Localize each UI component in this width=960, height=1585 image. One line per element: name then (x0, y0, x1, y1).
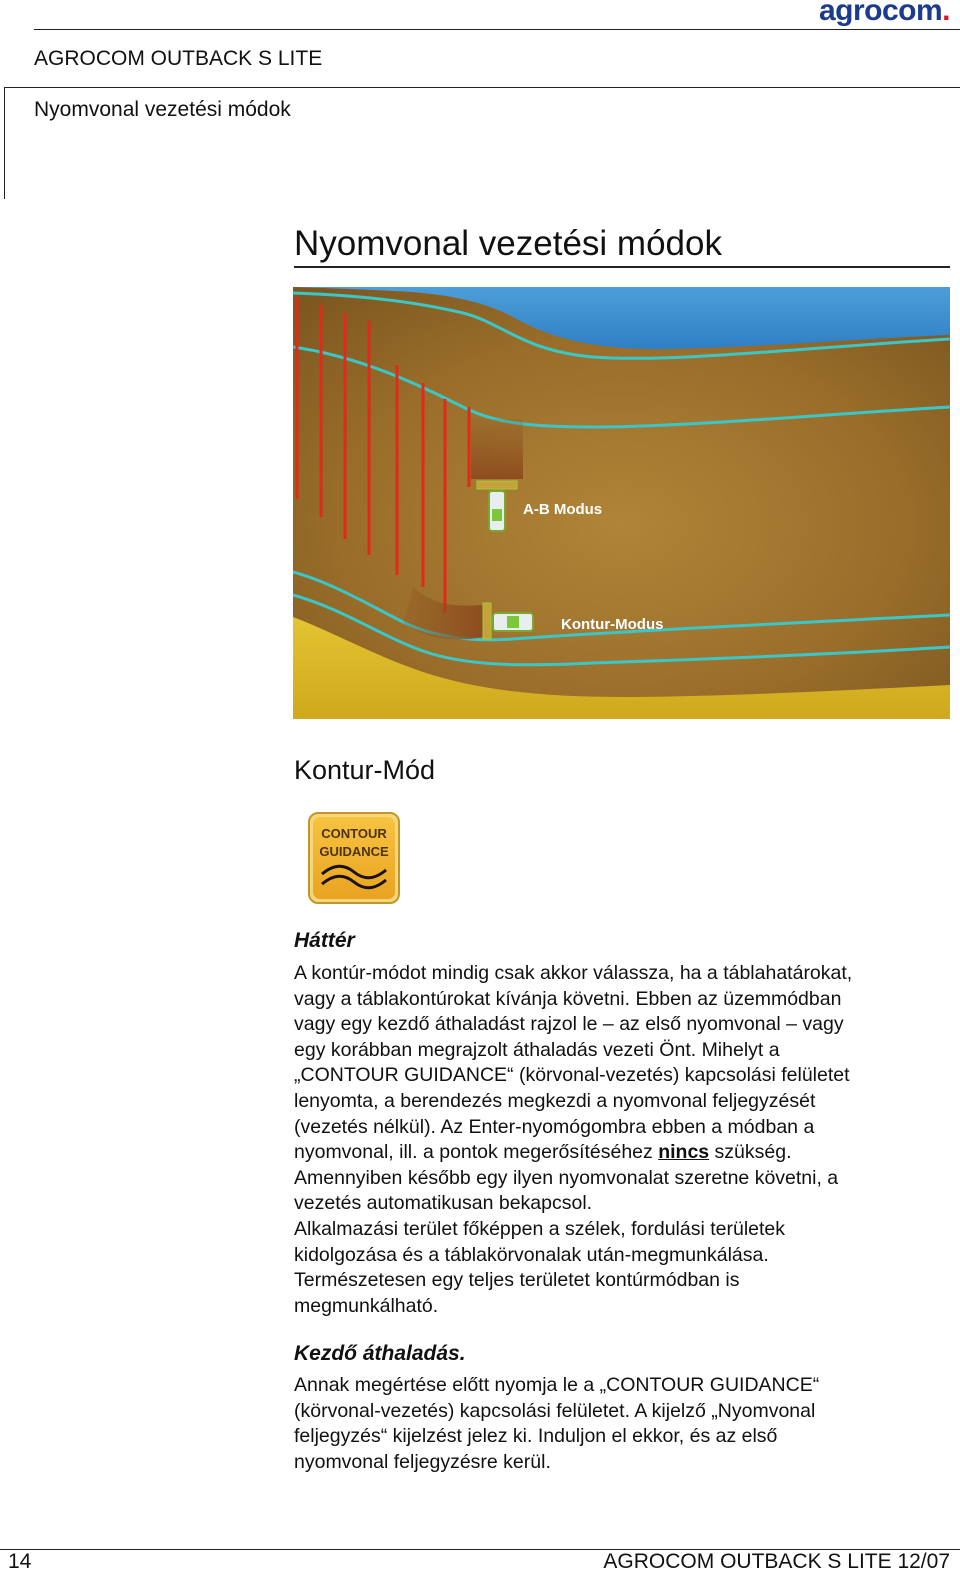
background-line: Amennyiben később egy ilyen nyomvonalat szeretne követni, a (294, 1166, 839, 1189)
start-pass-line: Annak megértése előtt nyomja le a „CONTOUR GUIDANCE“ (294, 1374, 820, 1396)
start-pass-line: (körvonal-vezetés) kapcsolási felületet. A kijelző „Nyomvonal (294, 1399, 816, 1422)
button-label-line2: GUIDANCE (319, 844, 389, 859)
ab-worked-strip (471, 419, 523, 479)
header-rule (4, 87, 960, 88)
contour-implement (483, 603, 491, 639)
background-line: Természetesen egy teljes területet kontúrmódban is (294, 1269, 740, 1292)
header-section-name: Nyomvonal vezetési módok (34, 98, 291, 121)
start-pass-line: nyomvonal feljegyzésre kerül. (294, 1450, 551, 1473)
button-label-line1: CONTOUR (321, 826, 387, 841)
background-line: vagy egy kezdő áthaladást rajzol le – az első nyomvonal – vagy (294, 1013, 844, 1036)
contour-tractor-cab (507, 616, 519, 628)
background-line: megmunkálható. (294, 1294, 439, 1317)
field-illustration (293, 287, 950, 719)
label-contour-mode: Kontur-Modus (561, 616, 664, 633)
contour-mode-heading: Kontur-Mód (294, 755, 436, 785)
ab-implement (477, 481, 517, 489)
start-pass-line: feljegyzés“ kijelzést jelez ki. Induljon el ekkor, és az első (294, 1425, 778, 1448)
header-product-name: AGROCOM OUTBACK S LITE (34, 47, 323, 70)
top-rule (34, 29, 960, 30)
header-side-rule (4, 87, 5, 199)
background-line: egy korábban megrajzolt áthaladás vezeti Önt. Mihelyt a (294, 1038, 780, 1061)
background-line (294, 1140, 942, 1166)
ab-tractor-cab (492, 509, 502, 521)
background-line: vagy a táblakontúrokat kívánja követni. Ebben az üzemmódban (294, 987, 842, 1010)
background-paragraph (294, 961, 942, 1319)
background-heading: Háttér (294, 929, 355, 952)
background-line: vezetés automatikusan bekapcsol. (294, 1192, 593, 1215)
line-text: nyomvonal, ill. a pontok megerősítéséhez (294, 1141, 659, 1164)
start-pass-heading: Kezdő áthaladás. (294, 1342, 466, 1365)
page-title: Nyomvonal vezetési módok (294, 224, 950, 268)
background-line: lenyomta, a berendezés megkezdi a nyomvonal feljegyzését (294, 1089, 816, 1112)
background-line: kidolgozása és a táblakörvonalak után-megmunkálása. (294, 1243, 769, 1266)
soil-area (293, 287, 950, 719)
background-line: Alkalmazási terület főképpen a szélek, fordulási területek (294, 1217, 786, 1240)
footer-page-number: 14 (8, 1550, 32, 1573)
background-line: (vezetés nélkül). Az Enter-nyomógombra ebben a módban a (294, 1115, 815, 1138)
line-text: szükség. (709, 1141, 792, 1164)
start-pass-paragraph (294, 1373, 942, 1475)
footer-product-version: AGROCOM OUTBACK S LITE 12/07 (603, 1550, 950, 1573)
label-ab-mode: A-B Modus (523, 501, 603, 518)
background-line: „CONTOUR GUIDANCE“ (körvonal-vezetés) kapcsolási felületet (294, 1064, 850, 1087)
background-line: A kontúr-módot mindig csak akkor válassza, ha a táblahatárokat, (294, 962, 853, 984)
agrocom-logo: agrocom. (818, 0, 950, 27)
emphasis-nincs: nincs (658, 1141, 710, 1164)
contour-guidance-button-image (308, 812, 400, 904)
